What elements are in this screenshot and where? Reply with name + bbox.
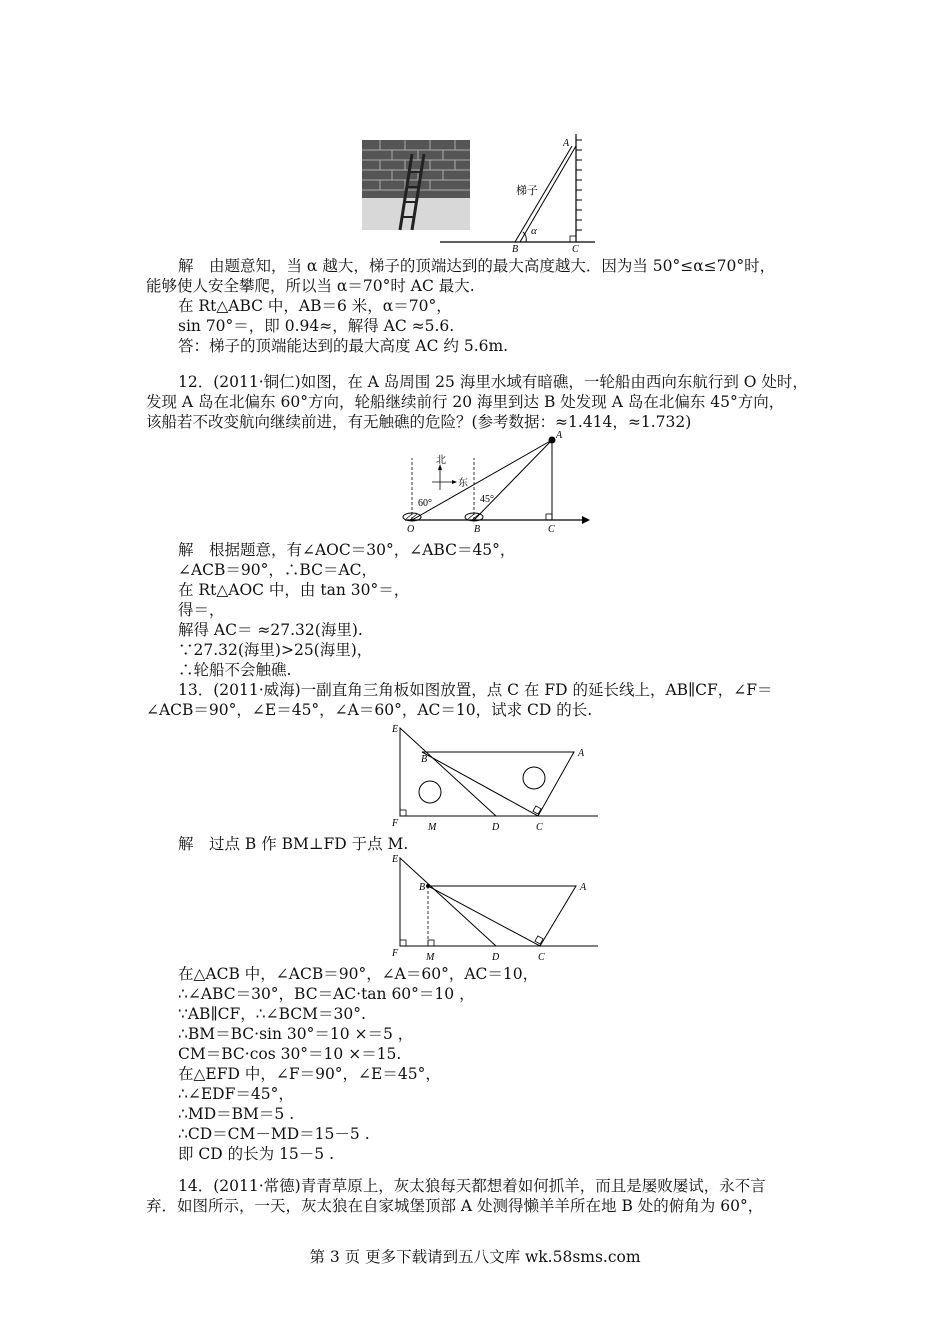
page-footer: 第 3 页 更多下载请到五八文库 wk.58sms.com bbox=[309, 1248, 641, 1266]
p12-sol-7: ∴轮船不会触礁. bbox=[178, 661, 292, 679]
p13-sol-2: ∴∠ABC＝30°，BC＝AC·tan 60°＝10 ， bbox=[178, 985, 475, 1003]
fig2-label-east: 东 bbox=[458, 478, 468, 489]
fig3-label-m: M bbox=[428, 822, 437, 833]
p13-sol-9: ∴CD＝CM－MD＝15－5 . bbox=[178, 1125, 370, 1143]
fig4-label-e: E bbox=[392, 854, 399, 865]
p13-sol-1: 在△ACB 中，∠ACB＝90°，∠A＝60°，AC＝10， bbox=[178, 965, 539, 983]
p13-sol-7: ∴∠EDF＝45°， bbox=[178, 1085, 294, 1103]
fig1-label-b: B bbox=[512, 244, 519, 255]
p13-sol-4: ∴BM＝BC·sin 30°＝10 ×＝5 ， bbox=[178, 1025, 414, 1043]
p13-sol-6: 在△EFD 中，∠F＝90°，∠E＝45°， bbox=[178, 1065, 441, 1083]
fig2-label-60: 60° bbox=[418, 498, 432, 509]
fig1-label-c: C bbox=[572, 244, 579, 255]
fig4-label-m: M bbox=[426, 952, 435, 963]
p14-line-2: 弃．如图所示，一天，灰太狼在自家城堡顶部 A 处测得懒羊羊所在地 B 处的俯角为 60°， bbox=[146, 1197, 764, 1215]
fig4-label-a: A bbox=[580, 882, 587, 893]
p12-sol-3: 在 Rt△AOC 中，由 tan 30°＝， bbox=[178, 581, 410, 599]
fig4-label-d: D bbox=[492, 952, 500, 963]
p13-line-1: 13．(2011·威海)一副直角三角板如图放置，点 C 在 FD 的延长线上，AB∥CF，∠F＝ bbox=[178, 681, 773, 699]
fig3-label-e: E bbox=[392, 724, 399, 735]
fig1-label-ladder: 梯子 bbox=[516, 185, 538, 197]
p11-line-2: 能够使人安全攀爬，所以当 α＝70°时 AC 最大. bbox=[146, 277, 475, 295]
fig3-label-d: D bbox=[492, 822, 500, 833]
fig4-label-f: F bbox=[392, 948, 399, 959]
p13-sol-3: ∵AB∥CF，∴∠BCM＝30°. bbox=[178, 1005, 366, 1023]
p12-line-2: 发现 A 岛在北偏东 60°方向，轮船继续前行 20 海里到达 B 处发现 A 岛在北偏东 45°方向， bbox=[146, 393, 785, 411]
p12-sol-1: 解 根据题意，有∠AOC＝30°，∠ABC＝45°， bbox=[178, 541, 516, 559]
fig1-label-alpha: α bbox=[531, 225, 537, 237]
fig3-label-b: B bbox=[421, 754, 428, 765]
p12-line-1: 12．(2011·铜仁)如图，在 A 岛周围 25 海里水域有暗礁，一轮船由西向东航行到 O 处时， bbox=[178, 373, 808, 391]
figure-triangles bbox=[388, 722, 600, 834]
figure-ship bbox=[400, 428, 590, 538]
p13-sol-10: 即 CD 的长为 15－5 . bbox=[178, 1145, 335, 1163]
fig2-label-o: O bbox=[407, 524, 415, 535]
figure-ladder bbox=[360, 132, 600, 255]
p13-line-2: ∠ACB＝90°，∠E＝45°，∠A＝60°，AC＝10，试求 CD 的长. bbox=[146, 701, 593, 719]
p13-sol-8: ∴MD＝BM＝5 . bbox=[178, 1105, 295, 1123]
figure-triangles-bm bbox=[388, 852, 600, 964]
p13-sol-5: CM＝BC·cos 30°＝10 ×＝15. bbox=[178, 1045, 402, 1063]
p12-line-3: 该船若不改变航向继续前进，有无触礁的危险？(参考数据：≈1.414，≈1.732) bbox=[146, 413, 692, 431]
fig2-label-c: C bbox=[548, 524, 555, 535]
fig3-label-f: F bbox=[392, 818, 399, 829]
p14-line-1: 14．(2011·常德)青青草原上，灰太狼每天都想着如何抓羊，而且是屡败屡试，永不言 bbox=[178, 1177, 766, 1195]
fig2-label-b: B bbox=[474, 524, 481, 535]
p12-sol-6: ∵27.32(海里)>25(海里)， bbox=[178, 641, 373, 659]
fig4-label-c: C bbox=[538, 952, 545, 963]
p11-line-1: 解 由题意知，当 α 越大，梯子的顶端达到的最大高度越大．因为当 50°≤α≤70°时， bbox=[178, 257, 776, 275]
fig4-label-b: B bbox=[419, 882, 426, 893]
p11-line-5: 答：梯子的顶端能达到的最大高度 AC 约 5.6m. bbox=[178, 337, 509, 355]
fig3-label-a: A bbox=[578, 748, 585, 759]
p13-sol-0: 解 过点 B 作 BM⊥FD 于点 M. bbox=[178, 835, 409, 853]
fig1-label-a: A bbox=[563, 138, 570, 149]
p11-line-3: 在 Rt△ABC 中，AB＝6 米，α＝70°， bbox=[178, 297, 452, 315]
p11-line-4: sin 70°＝，即 0.94≈，解得 AC ≈5.6. bbox=[178, 317, 455, 335]
fig2-label-a: A bbox=[556, 430, 563, 441]
p12-sol-2: ∠ACB＝90°，∴BC＝AC， bbox=[178, 561, 377, 579]
fig3-label-c: C bbox=[536, 822, 543, 833]
p12-sol-4: 得＝， bbox=[178, 601, 225, 619]
fig2-label-north: 北 bbox=[436, 455, 446, 466]
p12-sol-5: 解得 AC＝ ≈27.32(海里). bbox=[178, 621, 363, 639]
fig2-label-45: 45° bbox=[480, 494, 494, 505]
